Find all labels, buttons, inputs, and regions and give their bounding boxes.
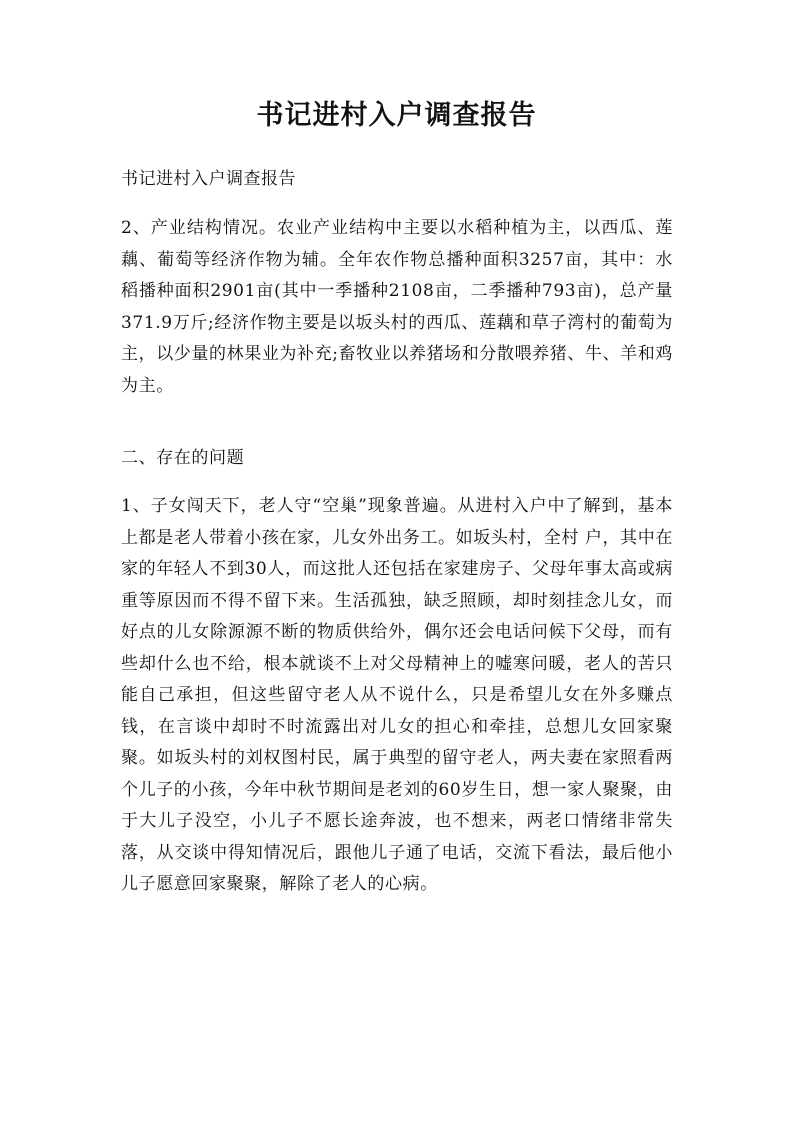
document-title: 书记进村入户调查报告 — [256, 100, 537, 131]
paragraph-industry-structure: 2、产业结构情况。农业产业结构中主要以水稻种植为主，以西瓜、莲藕、葡萄等经济作物为辅。全年农作物总播种面积3257亩，其中：水稻播种面积2901亩(其中一季播种2108亩，二季播种793亩)，总产量371.9万斤;经济作物主要是以坂头村的西瓜、莲藕和草子湾村的葡萄为主，以少量的林果业为补充;畜牧业以养猪场和分散喂养猪、牛、羊和鸡为主。 — [121, 218, 673, 396]
paragraph-empty-nest: 1、子女闯天下，老人守“空巢”现象普遍。从进村入户中了解到，基本上都是老人带着小孩在家，儿女外出务工。如坂头村，全村 户，其中在家的年轻人不到30人，而这批人还包括在家建房子、父母年事太高或病重等原因而不得不留下来。生活孤独，缺乏照顾，却时刻挂念儿女，而好点的儿女除源源不断的物质供给外，偶尔还会电话问候下父母，而有些却什么也不给，根本就谈不上对父母精神上的嘘寒问暖，老人的苦只能自己承担，但这些留守老人从不说什么，只是希望儿女在外多赚点钱，在言谈中却时不时流露出对儿女的担心和牵挂，总想儿女回家聚聚。如坂头村的刘权图村民，属于典型的留守老人，两夫妻在家照看两个儿子的小孩，今年中秋节期间是老刘的60岁生日，想一家人聚聚，由于大儿子没空，小儿子不愿长途奔波，也不想来，两老口情绪非常失落，从交谈中得知情况后，跟他儿子通了电话，交流下看法，最后他小儿子愿意回家聚聚，解除了老人的心病。 — [121, 496, 673, 894]
document-subtitle: 书记进村入户调查报告 — [121, 169, 296, 189]
section-heading-problems: 二、存在的问题 — [121, 448, 245, 468]
